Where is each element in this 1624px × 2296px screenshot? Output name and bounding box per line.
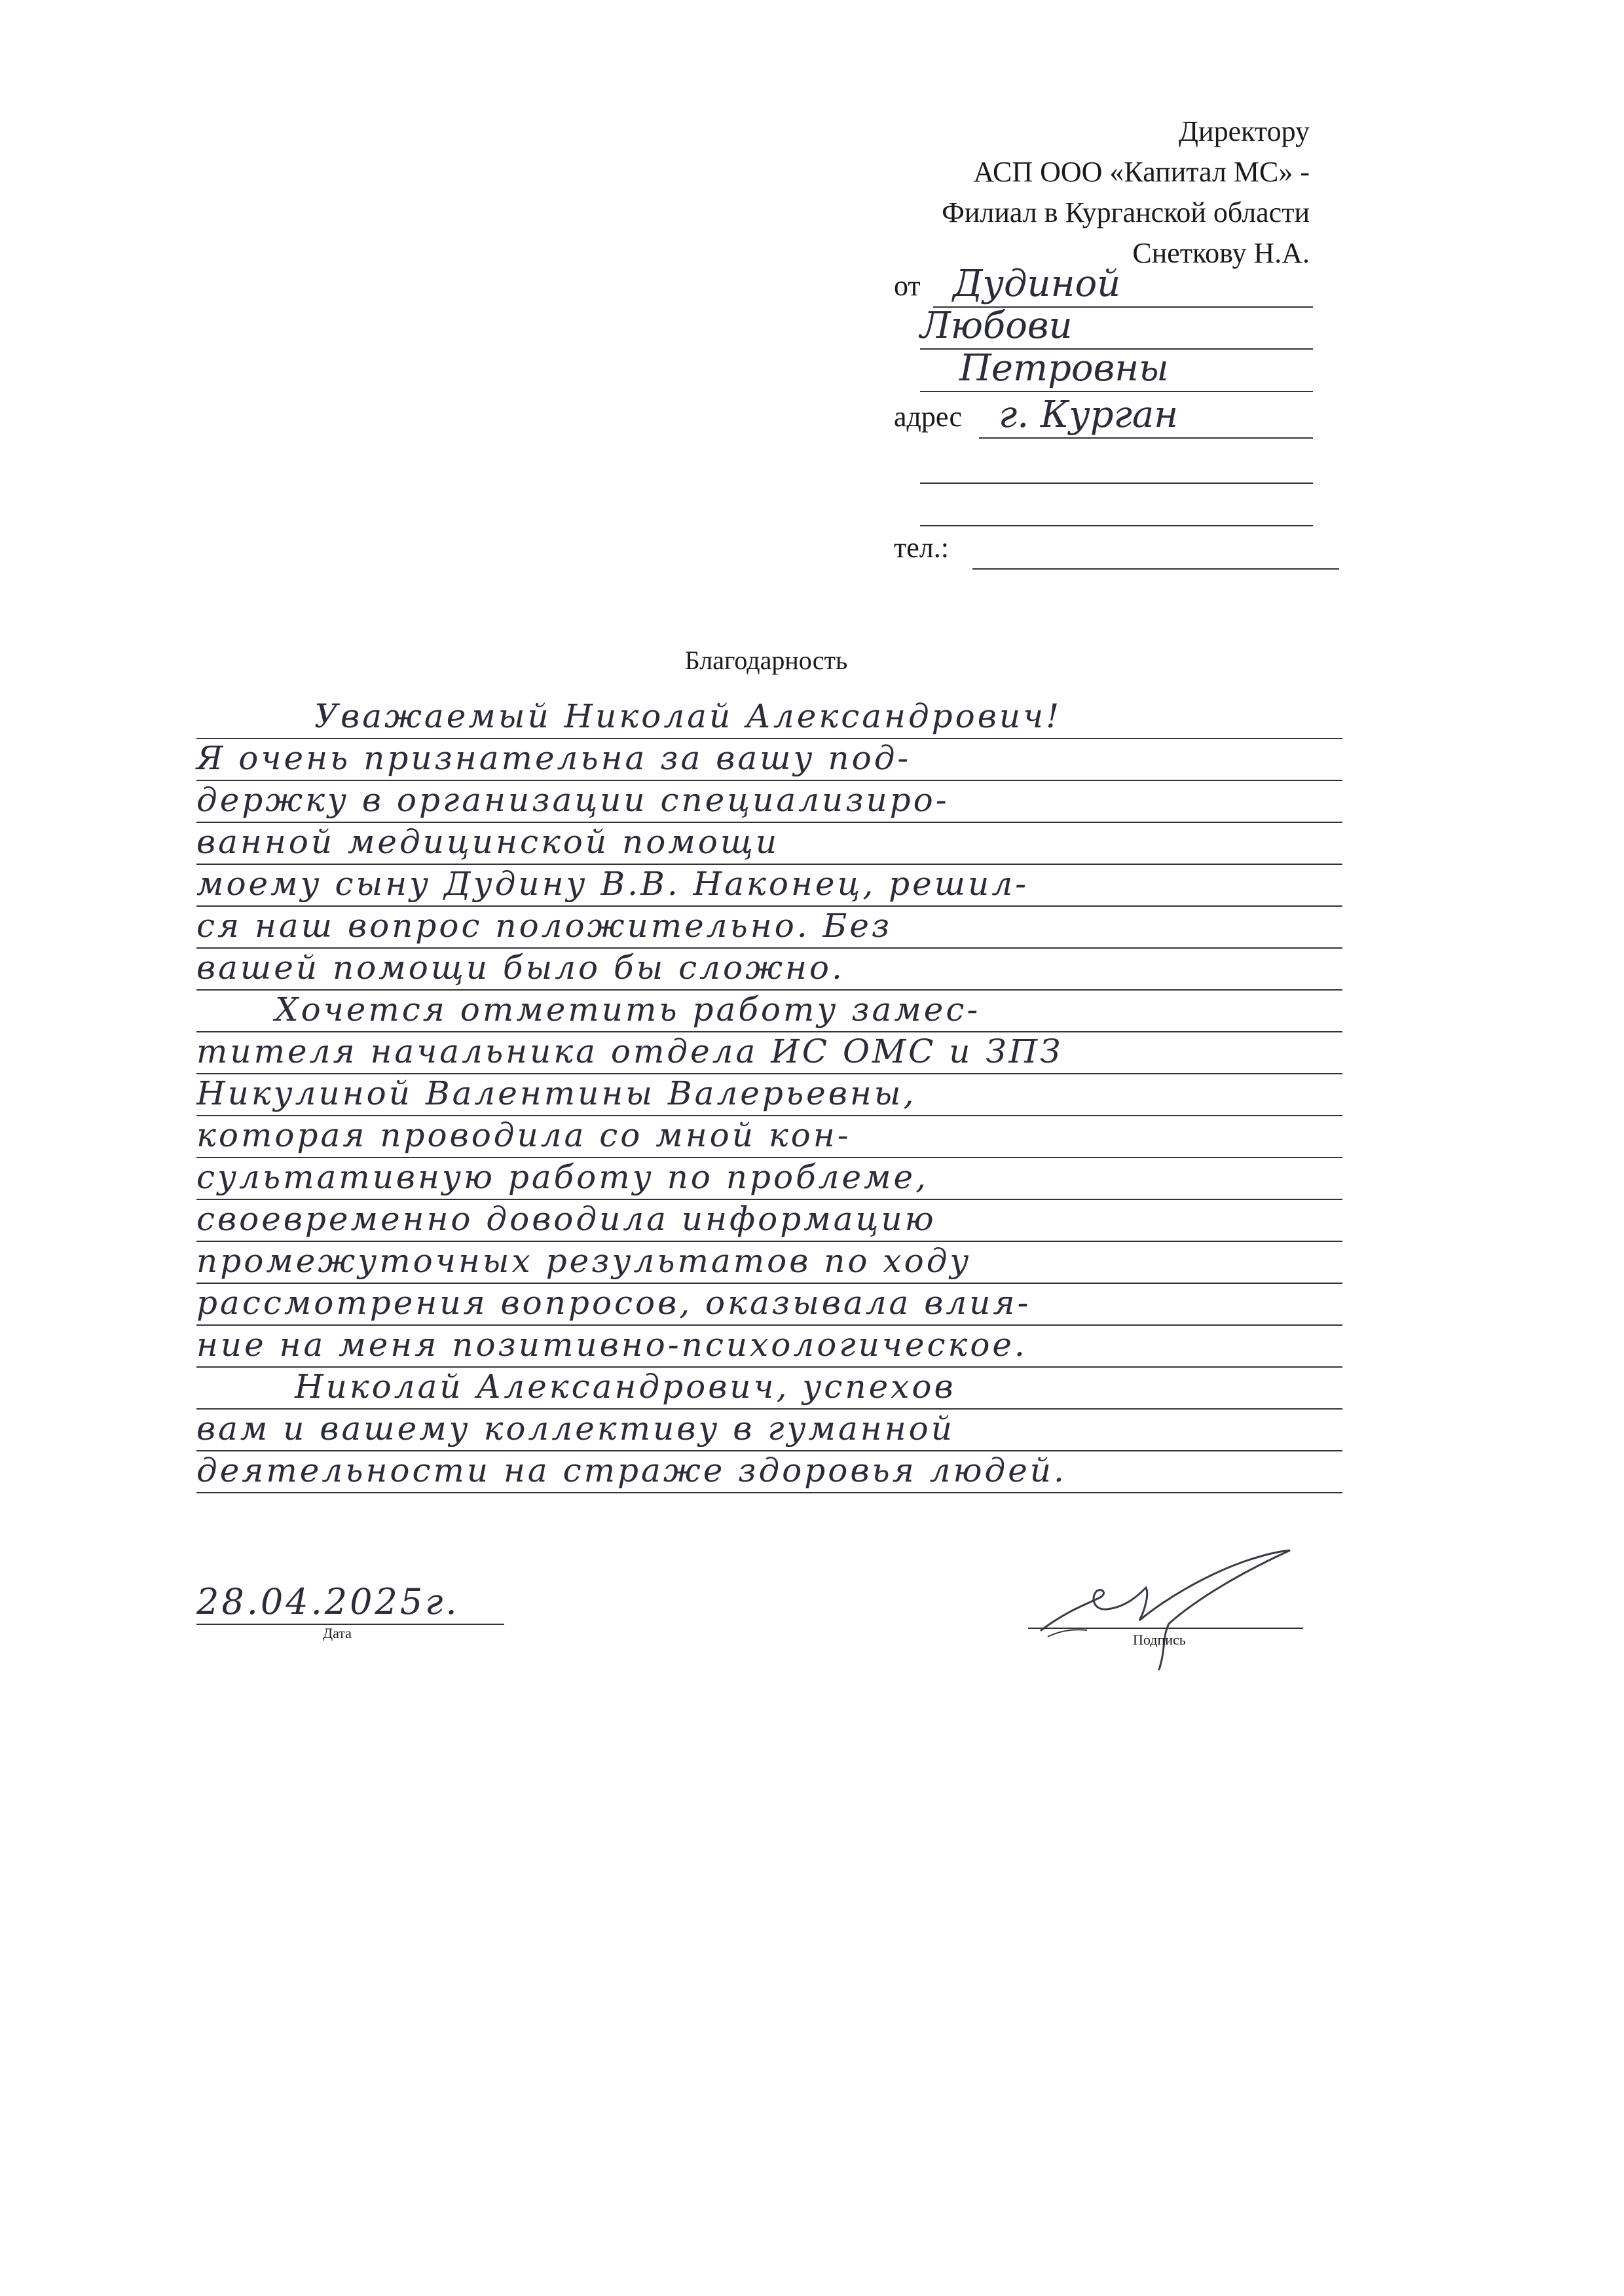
from-field-3 (894, 347, 1313, 392)
addressee-line-4: Снеткову Н.А. (1132, 237, 1310, 269)
body-line (196, 1368, 1342, 1410)
body-line-text: моему сыну Дудину В.В. Наконец, решил- (196, 865, 1029, 903)
body-line-text: Николай Александрович, успехов (295, 1368, 956, 1406)
date-value: 28.04.2025г. (196, 1581, 460, 1622)
date-block (196, 1581, 504, 1642)
document-title: Благодарность (684, 646, 848, 675)
signature-line (1028, 1628, 1303, 1629)
addressee-line-2: АСП ООО «Капитал МС» - (973, 156, 1310, 188)
body-line (196, 823, 1342, 865)
body-line-text: ся наш вопрос положительно. Без (196, 907, 893, 945)
body-line-text: деятельности на страже здоровья людей. (196, 1451, 1067, 1489)
from-field-2 (894, 304, 1313, 350)
body-line (196, 907, 1342, 949)
body-line-text: рассмотрения вопросов, оказывала влия- (196, 1284, 1031, 1322)
signature-block (1028, 1571, 1303, 1702)
address-field-3 (894, 484, 1313, 526)
body-line-text: сультативную работу по проблеме, (196, 1158, 929, 1196)
addressee-line-1: Директору (1179, 115, 1310, 147)
address-line-2 (920, 483, 1313, 484)
from-name-3: Петровны (959, 347, 1169, 390)
body-line (196, 1158, 1342, 1200)
body-line (196, 1410, 1342, 1451)
body-line-text: Уважаемый Николай Александрович! (314, 697, 1062, 735)
handwritten-body (196, 697, 1342, 1493)
body-line-text: ние на меня позитивно-психологическое. (196, 1326, 1027, 1364)
from-field (894, 262, 1313, 308)
from-label: от (894, 270, 921, 302)
body-line (196, 1116, 1342, 1158)
body-line (196, 1074, 1342, 1116)
signature-icon (1028, 1532, 1316, 1676)
date-caption: Дата (323, 1625, 352, 1641)
body-line-text: вашей помощи было бы сложно. (196, 949, 845, 987)
body-line (196, 1451, 1342, 1493)
body-line-text: Никулиной Валентины Валерьевны, (196, 1074, 917, 1112)
addressee-line-3: Филиал в Курганской области (942, 196, 1310, 228)
body-line (196, 781, 1342, 823)
body-line (196, 1032, 1342, 1074)
body-line-text: Хочется отметить работу замес- (275, 991, 981, 1029)
body-line (196, 1242, 1342, 1284)
body-line (196, 1284, 1342, 1326)
body-line (196, 1200, 1342, 1242)
body-line-text: держку в организации специализиро- (196, 781, 950, 819)
from-name-2: Любови (920, 304, 1073, 347)
body-line (196, 697, 1342, 739)
body-line-text: промежуточных результатов по ходу (196, 1242, 972, 1280)
body-line (196, 865, 1342, 907)
body-line (196, 949, 1342, 991)
from-line-3 (920, 391, 1313, 392)
body-line (196, 991, 1342, 1032)
addressee-block (655, 111, 1310, 274)
body-line-text: которая проводила со мной кон- (196, 1116, 851, 1154)
address-field-2 (894, 442, 1313, 484)
body-line-text: вам и вашему коллективу в гуманной (196, 1410, 955, 1448)
body-line-text: своевременно доводила информацию (196, 1200, 936, 1238)
body-line-text: ванной медицинской помощи (196, 823, 780, 861)
phone-label: тел.: (894, 532, 949, 564)
address-label: адрес (894, 401, 963, 433)
signature-caption: Подпись (1133, 1631, 1186, 1648)
from-name-1: Дудиной (953, 263, 1121, 305)
body-line (196, 739, 1342, 781)
address-field (894, 393, 1313, 439)
address-line (979, 437, 1313, 439)
body-line (196, 1326, 1342, 1368)
phone-field (894, 524, 1339, 570)
phone-line (972, 568, 1339, 570)
body-line-text: тителя начальника отдела ИС ОМС и ЗПЗ (196, 1032, 1063, 1070)
address-value: г. Курган (999, 393, 1179, 436)
body-line-text: Я очень признательна за вашу под- (196, 739, 912, 777)
